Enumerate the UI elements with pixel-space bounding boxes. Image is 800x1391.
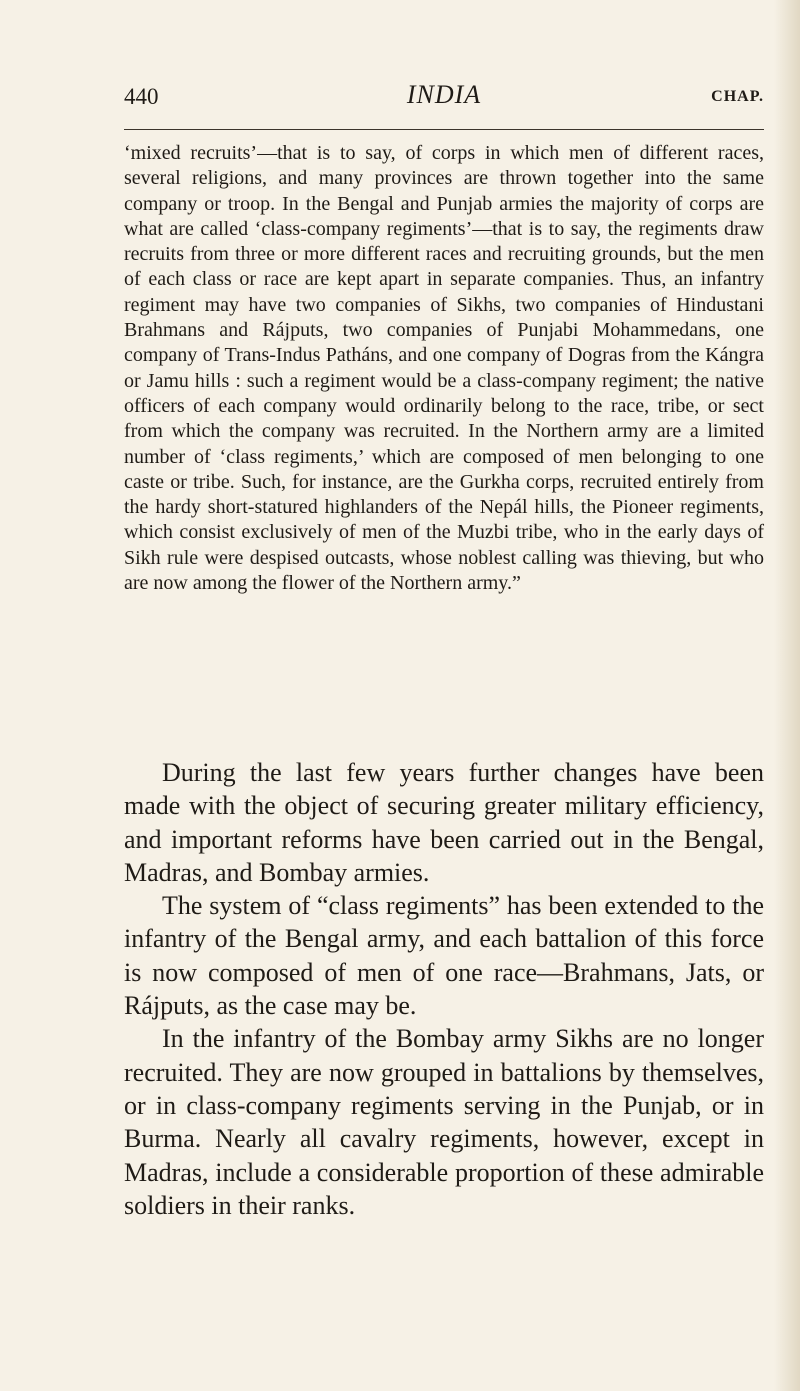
header-rule [124, 129, 764, 130]
paragraph: During the last few years further changes have been made with the object of securing greater military efficiency, and important reforms have been carried out in the Bengal, Madras, and Bombay armies. [124, 758, 764, 887]
main-text [124, 756, 764, 1222]
page-edge-shadow [774, 0, 800, 1391]
page-header [124, 78, 764, 120]
quoted-passage: ‘mixed recruits’—that is to say, of corps in which men of different races, several religions, and many provinces are thrown together into the same company or troop. In the Bengal and Punjab armies the majority of corps are what are called ‘class-company regiments’—that is to say, the regiments draw recruits from three or more different races and recruiting grounds, but the men of each class or race are kept apart in separate companies. Thus, an infantry regiment may have two companies of Sikhs, two companies of Hindustani Brahmans and Rájputs, two companies of Punjabi Mohammedans, one company of Trans-Indus Patháns, and one company of Dogras from the Kángra or Jamu hills : such a regiment would be a class-company regiment; the native officers of each company would ordinarily belong to the race, tribe, or sect from which the company was recruited. In the Northern army are a limited number of ‘class regiments,’ which are composed of men belonging to one caste or tribe. Such, for instance, are the Gurkha corps, recruited entirely from the hardy short-statured highlanders of the Nepál hills, the Pioneer regiments, which consist exclusively of men of the Muzbi tribe, who in the early days of Sikh rule were despised outcasts, whose noblest calling was thieving, but who are now among the flower of the Northern army.” [124, 142, 764, 595]
chapter-label: CHAP. [711, 88, 764, 105]
paragraph: The system of “class regiments” has been extended to the infantry of the Bengal army, and each battalion of this force is now composed of men of one race—Brahmans, Jats, or Rájputs, as the case may be. [124, 891, 764, 1021]
running-head: INDIA [406, 80, 482, 109]
page-number: 440 [124, 84, 159, 109]
paragraph: In the infantry of the Bombay army Sikhs are no longer recruited. They are now grouped in battalions by themselves, or in class-company regiments serving in the Punjab, or in Burma. Nearly all cavalry regiments, however, except in Madras, include a considerable proportion of these admirable soldiers in their ranks. [124, 1024, 764, 1220]
